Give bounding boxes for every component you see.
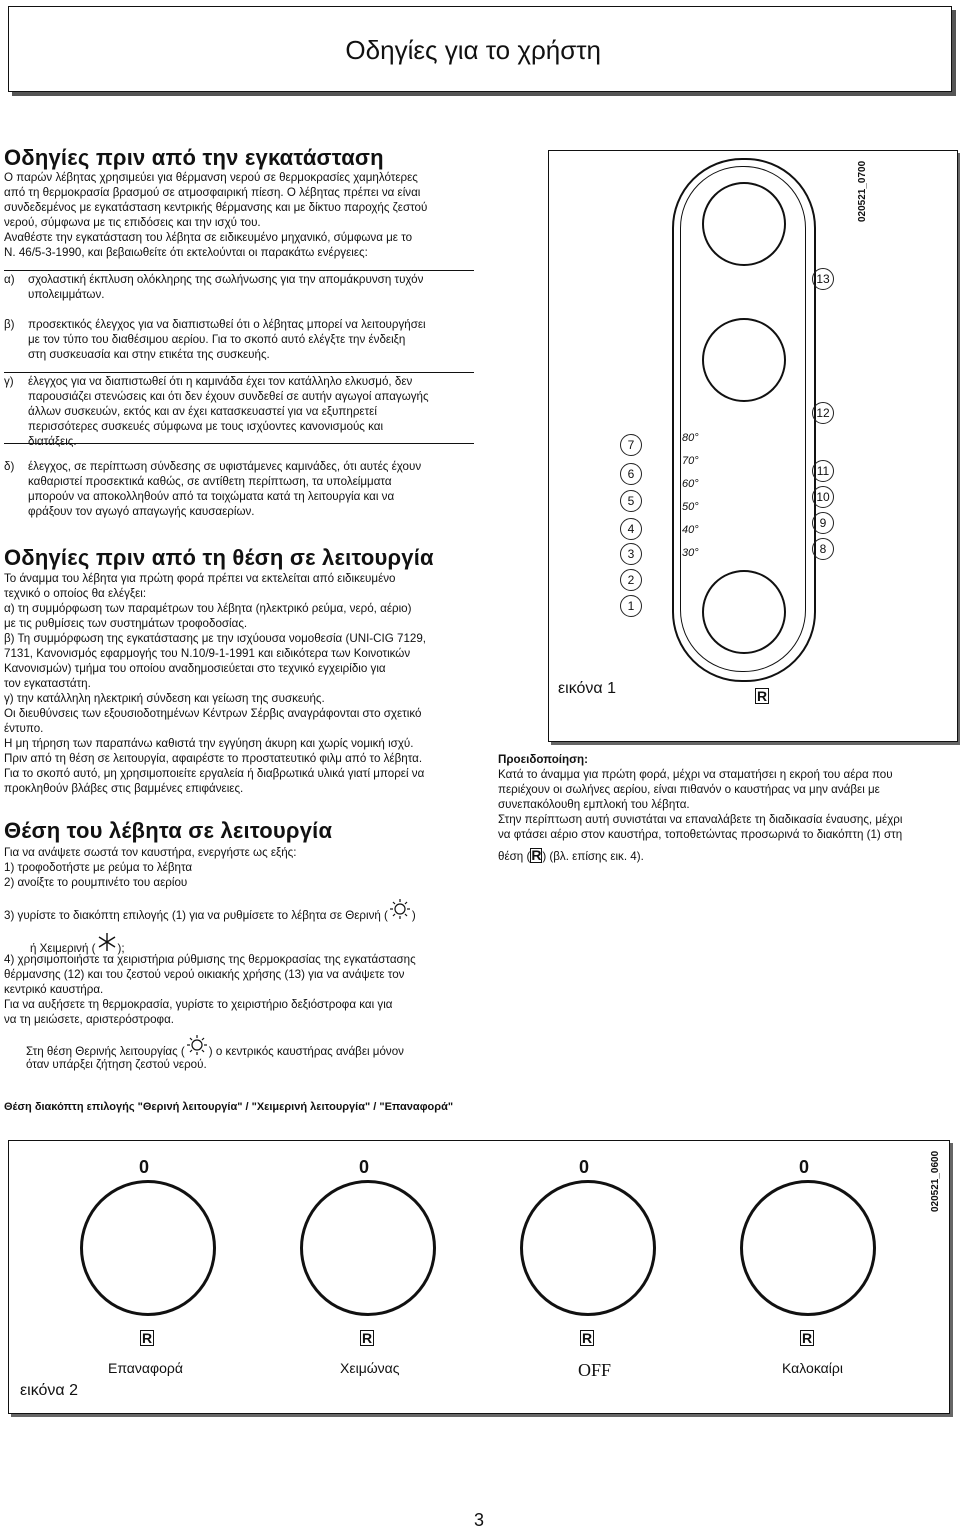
summer-note-b: ) ο κεντρικός καυστήρας ανάβει μόνον xyxy=(208,1045,404,1058)
text-line: Ο παρών λέβητας χρησιμεύει για θέρμανση νερού σε θερμοκρασίες χαμηλότερες xyxy=(4,171,418,184)
list-marker: δ) xyxy=(4,460,15,473)
text-line: Αναθέστε την εγκατάσταση του λέβητα σε ειδικευμένο μηχανικό, σύμφωνα με το xyxy=(4,231,413,244)
text-line: άλλων συσκευών, εκτός και αν έχει κατασκευαστεί για να εξυπηρετεί xyxy=(28,405,377,418)
callout-number: 10 xyxy=(812,486,834,508)
text-line: β) Τη συμμόρφωση της εγκατάστασης με την ισχύουσα νομοθεσία (UNI-CIG 7129, xyxy=(4,632,427,645)
mode-knob-winter xyxy=(300,1180,436,1316)
mode-selector-knob[interactable] xyxy=(702,570,786,654)
text-line: Το άναμμα του λέβητα για πρώτη φορά πρέπει να εκτελείται από ειδικευμένο xyxy=(4,572,396,585)
text-line: περιέχουν οι σωλήνες αερίου, είναι πιθανόν ο καυστήρας να μην ανάβει με xyxy=(498,783,880,796)
divider xyxy=(4,443,474,444)
figure-2-code: 020521_0600 xyxy=(930,1150,941,1212)
page-number: 3 xyxy=(474,1510,485,1530)
text-line: 7131, Κανονισμός εφαρμογής του N.10/9-1-1991 και ειδικότερα των Κοινοτικών xyxy=(4,647,411,660)
text-line: φράξουν τον αγωγό απαγωγής καυσαερίων. xyxy=(28,505,255,518)
step-3-text: 3) γυρίστε το διακόπτη επιλογής (1) για να ρυθμίσετε το λέβητα σε Θερινή ( xyxy=(4,909,388,922)
text-line: Για το σκοπό αυτό, μη χρησιμοποιείτε εργαλεία ή διαβρωτικά υλικά γιατί μπορεί να xyxy=(4,767,425,780)
list-marker: γ) xyxy=(4,375,14,388)
text-line: καθαριστεί προσεκτικά καθώς, σε αντίθετη περίπτωση, τα υπολείμματα xyxy=(28,475,392,488)
text-line: τεχνικό ο οποίος θα ελέγξει: xyxy=(4,587,147,600)
section-preinstall-intro xyxy=(4,170,474,260)
callout-number: 3 xyxy=(620,543,642,565)
summer-note-a: Στη θέση Θερινής λειτουργίας ( xyxy=(26,1045,185,1058)
text-line: Κατά το άναμμα για πρώτη φορά, μέχρι να σταματήσει η εκροή του αέρα που xyxy=(498,768,893,781)
temp-label: 80° xyxy=(682,432,699,444)
zero-mark: 0 xyxy=(139,1157,150,1177)
callout-number: 5 xyxy=(620,490,642,512)
page-title: Οδηγίες για το χρήστη xyxy=(345,35,601,65)
figure-1-caption: εικόνα 1 xyxy=(558,680,616,697)
label-reset: Επαναφορά xyxy=(108,1360,183,1376)
text-line: έντυπο. xyxy=(4,722,44,735)
text-line: 2) ανοίξτε το ρουμπινέτο του αερίου xyxy=(4,876,188,889)
text-line: Για να ανάψετε σωστά τον καυστήρα, ενεργήστε ως εξής: xyxy=(4,846,297,859)
list-item xyxy=(4,374,474,449)
summer-note xyxy=(26,1035,496,1059)
text-line: τον εγκαταστάτη. xyxy=(4,677,91,690)
text-line: Οι διευθύνσεις των εξουσιοδοτημένων Κέντρων Σέρβις αναγράφονται στο σχετικό xyxy=(4,707,422,720)
text-line: Η μη τήρηση των παραπάνω καθιστά την εγγύηση άκυρη και χωρίς νομική ισχύ. xyxy=(4,737,414,750)
text-line: 1) τροφοδοτήστε με ρεύμα το λέβητα xyxy=(4,861,193,874)
text-line: στη συσκευασία και στην ετικέτα της συσκευής. xyxy=(28,348,270,361)
dhw-temperature-knob[interactable] xyxy=(702,182,786,266)
section-title-start: Θέση του λέβητα σε λειτουργία xyxy=(4,818,333,843)
heating-temperature-knob[interactable] xyxy=(702,318,786,402)
mode-knob-summer xyxy=(740,1180,876,1316)
reset-r-icon: R xyxy=(531,847,542,863)
list-marker: α) xyxy=(4,273,15,286)
list-item xyxy=(4,459,474,519)
callout-number: 12 xyxy=(812,402,834,424)
temp-label: 30° xyxy=(682,547,699,559)
mode-knob-reset xyxy=(80,1180,216,1316)
text-line: γ) την κατάλληλη ηλεκτρική σύνδεση και γείωση της συσκευής. xyxy=(4,692,325,705)
mode-knob-off xyxy=(520,1180,656,1316)
callout-number: 9 xyxy=(812,512,834,534)
temp-label: 70° xyxy=(682,455,699,467)
list-marker: β) xyxy=(4,318,15,331)
temp-label: 50° xyxy=(682,501,699,513)
figure-2-caption: εικόνα 2 xyxy=(20,1382,78,1399)
section-title-prestart: Οδηγίες πριν από τη θέση σε λειτουργία xyxy=(4,545,434,570)
text-line: θέρμανσης (12) και του ζεστού νερού οικιακής χρήσης (13) για να ανάψετε τον xyxy=(4,968,405,981)
list-item xyxy=(4,272,474,302)
figure-2-heading: Θέση διακόπτη επιλογής "Θερινή λειτουργία" / "Χειμερινή λειτουργία" / "Επαναφορά" xyxy=(4,1101,454,1113)
text-line: α) τη συμμόρφωση των παραμέτρων του λέβητα (ηλεκτρικό ρεύμα, νερό, αέριο) xyxy=(4,602,412,615)
text-line: προκληθούν βλάβες στις βαμμένες επιφάνειες. xyxy=(4,782,244,795)
text-line: 4) χρησιμοποιήστε τα χειριστήρια ρύθμισης της θερμοκρασίας της εγκατάστασης xyxy=(4,953,416,966)
list-item xyxy=(4,317,474,362)
reset-r-icon: R xyxy=(141,1330,153,1346)
section-title-preinstall: Οδηγίες πριν από την εγκατάσταση xyxy=(4,145,384,170)
callout-number: 8 xyxy=(812,538,834,560)
label-off: OFF xyxy=(578,1360,612,1380)
text-line: συνεπακόλουθη εμπλοκή του λέβητα. xyxy=(498,798,690,811)
reset-r-icon: R xyxy=(581,1330,593,1346)
text-line: διατάξεις. xyxy=(28,435,77,448)
callout-number: 6 xyxy=(620,463,642,485)
step-3-end: ) xyxy=(411,909,416,922)
text-line: Κανονισμών) τμήμα του οποίου αναδημοσιεύεται στο τεχνικό εγχειρίδιο για xyxy=(4,662,386,675)
callout-number: 2 xyxy=(620,569,642,591)
callout-number: 4 xyxy=(620,518,642,540)
reset-r-icon: R xyxy=(801,1330,813,1346)
callout-number: 11 xyxy=(812,460,834,482)
divider xyxy=(4,270,474,271)
text-line: να τη μειώσετε, αριστερόστροφα. xyxy=(4,1013,175,1026)
text-line: να φτάσει αέριο στον καυστήρα, τοποθετώντας προσωρινά το διακόπτη (1) στη xyxy=(498,828,903,841)
text-line: από τη θερμοκρασία βρασμού σε ατμοσφαιρική πίεση. Ο λέβητας πρέπει να είναι xyxy=(4,186,421,199)
step-4 xyxy=(4,952,484,1027)
step-3 xyxy=(4,899,504,923)
text-line: κεντρικό καυστήρα. xyxy=(4,983,104,996)
callout-number: 7 xyxy=(620,434,642,456)
text-line: σχολαστική έκπλυση ολόκληρης της σωλήνωσης για την απομάκρυνση τυχόν xyxy=(28,273,424,286)
warning-title: Προειδοποίηση: xyxy=(498,753,588,766)
callout-number: 13 xyxy=(812,268,834,290)
text-line: Πριν από τη θέση σε λειτουργία, αφαιρέστε το προστατευτικό φιλμ από το λέβητα. xyxy=(4,752,423,765)
text-line: Για να αυξήσετε τη θερμοκρασία, γυρίστε το χειριστήριο δεξιόστροφα και για xyxy=(4,998,393,1011)
title-box xyxy=(8,6,952,92)
zero-mark: 0 xyxy=(359,1157,370,1177)
text-line: προσεκτικός έλεγχος για να διαπιστωθεί ότι ο λέβητας μπορεί να λειτουργήσει xyxy=(28,318,426,331)
zero-mark: 0 xyxy=(579,1157,590,1177)
text-line: μπορούν να αποκολληθούν από τα τοιχώματα κατά τη λειτουργία και να xyxy=(28,490,395,503)
label-summer: Καλοκαίρι xyxy=(782,1360,843,1376)
warning-last-b: ) (βλ. επίσης εικ. 4). xyxy=(542,850,644,863)
label-winter: Χειμώνας xyxy=(340,1360,400,1376)
warning-last-a: θέση ( xyxy=(498,850,531,863)
warning-block xyxy=(498,752,958,864)
section-start-text xyxy=(4,845,474,890)
text-line: έλεγχος, σε περίπτωση σύνδεσης σε υφιστάμενες καμινάδες, ότι αυτές έχουν xyxy=(28,460,422,473)
zero-mark: 0 xyxy=(799,1157,810,1177)
temp-label: 40° xyxy=(682,524,699,536)
section-prestart-text xyxy=(4,571,474,796)
text-line: νερού, σύμφωνα με τις επιδόσεις και την ισχύ του. xyxy=(4,216,261,229)
callout-number: 1 xyxy=(620,595,642,617)
sun-icon xyxy=(185,1035,209,1059)
reset-r-icon: R xyxy=(361,1330,373,1346)
summer-note-c: όταν υπάρξει ζήτηση ζεστού νερού. xyxy=(26,1058,207,1071)
text-line: υπολειμμάτων. xyxy=(28,288,105,301)
text-line: Ν. 46/5-3-1990, και βεβαιωθείτε ότι εκτελούνται οι παρακάτω ενέργειες: xyxy=(4,246,368,259)
temp-label: 60° xyxy=(682,478,699,490)
text-line: με τις ρυθμίσεις των συστημάτων τροφοδοσίας. xyxy=(4,617,248,630)
step-3b-end: ); xyxy=(117,942,125,955)
text-line: με τον τύπο του διαθέσιμου αερίου. Για το σκοπό αυτό ελέγξτε την ένδειξη xyxy=(28,333,406,346)
text-line: έλεγχος για να διαπιστωθεί ότι η καμινάδα έχει τον κατάλληλο ελκυσμό, δεν xyxy=(28,375,413,388)
reset-r-icon: R xyxy=(756,688,768,704)
text-line: συνδεδεμένος με εγκατάσταση κεντρικής θέρμανσης και με δίκτυο παροχής ζεστού xyxy=(4,201,428,214)
text-line: περισσότερες συσκευές σύμφωνα με τους ισχύοντες κανονισμούς και xyxy=(28,420,384,433)
text-line: παρουσιάζει στενώσεις και ότι δεν έχουν συνδεθεί σε αυτήν αγωγοί απαγωγής xyxy=(28,390,429,403)
sun-icon xyxy=(388,899,412,923)
text-line: Στην περίπτωση αυτή συνιστάται να επαναλάβετε τη διαδικασία έναυσης, μέχρι xyxy=(498,813,903,826)
divider xyxy=(4,372,474,373)
figure-1-code: 020521_0700 xyxy=(857,160,868,222)
step-3b-text: ή Χειμερινή ( xyxy=(30,942,96,955)
